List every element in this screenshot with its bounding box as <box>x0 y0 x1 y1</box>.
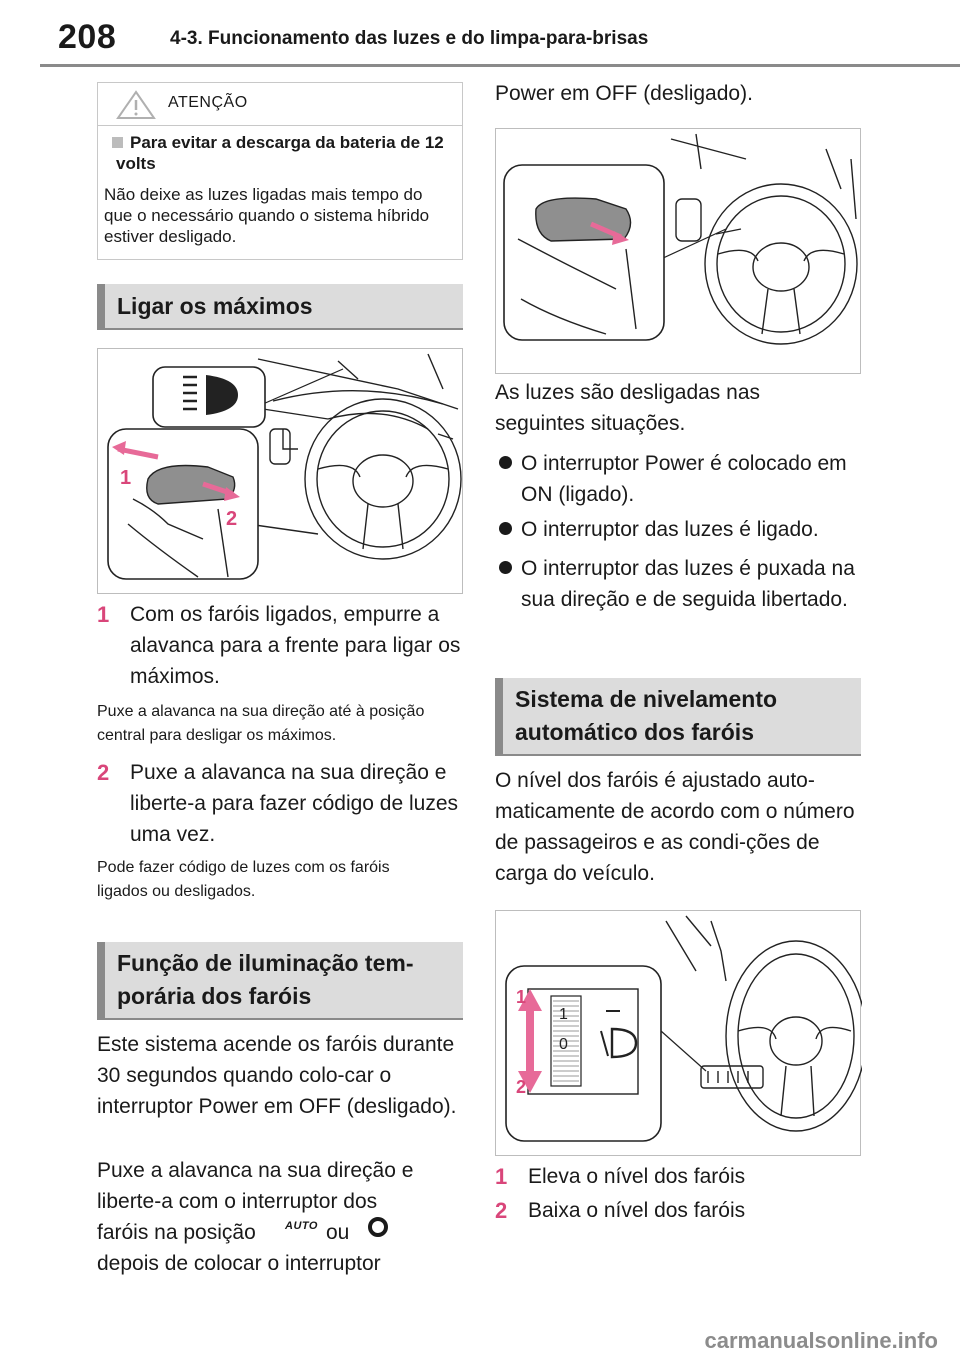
warning-label: ATENÇÃO <box>168 94 248 111</box>
auto-position-icon: AUTO <box>285 1220 318 1232</box>
heading-high-beams <box>97 284 463 330</box>
item-2-number: 2 <box>495 1198 508 1223</box>
heading-leveling <box>495 678 861 756</box>
step-2-text: Puxe a alavanca na sua direção e liberte-a para fazer código de luzes uma vez. <box>130 761 459 846</box>
dial-mark-1: 1 <box>559 1006 568 1023</box>
dial-mark-0: 0 <box>559 1036 568 1053</box>
heading-temp-lighting <box>97 942 463 1020</box>
item-1-number: 1 <box>495 1164 508 1189</box>
headlight-on-icon <box>366 1215 390 1239</box>
bullet-item-3-text: O interruptor das luzes é puxada na sua direção e de seguida libertado. <box>521 557 855 611</box>
figure-leveling-dial <box>495 910 861 1156</box>
warning-box <box>97 82 463 260</box>
figure-lever-pull <box>495 128 861 374</box>
heading-leveling-line2: automático dos faróis <box>515 719 754 745</box>
temp-lighting-paragraph-2-line-2: liberte-a com o interruptor dos <box>97 1190 378 1213</box>
bullet-dot <box>499 456 512 469</box>
heading-high-beams-text: Ligar os máximos <box>117 293 313 319</box>
lights-off-intro: As luzes são desligadas nas seguintes situações. <box>495 381 760 435</box>
heading-temp-lighting-line2: porária dos faróis <box>117 983 312 1009</box>
warning-header <box>98 83 462 126</box>
figure-label-down: 2 <box>516 1077 527 1097</box>
bullet-item-1 <box>499 448 859 510</box>
step-1-number: 1 <box>97 602 110 627</box>
header-rule <box>40 64 960 67</box>
temp-lighting-paragraph-1: Este sistema acende os faróis durante 30 segundos quando colo-car o interruptor Power em OFF (desligado). <box>97 1033 457 1118</box>
temp-lighting-paragraph-2-line-1: Puxe a alavanca na sua direção e <box>97 1159 414 1182</box>
temp-lighting-paragraph-2-line-3a: faróis na posição <box>97 1221 256 1244</box>
bullet-item-1-text: O interruptor Power é colocado em ON (ligado). <box>521 452 847 506</box>
high-beam-lever-illustration <box>98 349 464 595</box>
warning-body: Não deixe as luzes ligadas mais tempo do que o necessário quando o sistema híbrido estiver desligado. <box>104 185 430 246</box>
page-number: 208 <box>58 18 117 56</box>
warning-subtitle: Para evitar a descarga da bateria de 12 volts <box>116 133 444 173</box>
heading-temp-lighting-line1: Função de iluminação tem- <box>117 950 414 976</box>
item-2-text: Baixa o nível dos faróis <box>528 1199 746 1222</box>
continued-text: Power em OFF (desligado). <box>495 82 753 105</box>
bullet-item-2 <box>499 514 859 545</box>
lever-pull-illustration <box>496 129 862 375</box>
warning-triangle-icon <box>116 90 156 120</box>
bullet-item-2-text: O interruptor das luzes é ligado. <box>521 518 819 541</box>
watermark: carmanualsonline.info <box>704 1328 938 1353</box>
figure-high-beam-lever <box>97 348 463 594</box>
step-2-note: Pode fazer código de luzes com os faróis ligados ou desligados. <box>97 859 390 900</box>
step-1-note: Puxe a alavanca na sua direção até à posição central para desligar os máximos. <box>97 703 425 744</box>
figure-label-2: 2 <box>226 508 238 530</box>
step-1-text: Com os faróis ligados, empurre a alavanca para a frente para ligar os máximos. <box>130 603 461 688</box>
bullet-item-3 <box>499 553 859 615</box>
bullet-dot <box>499 522 512 535</box>
step-2-number: 2 <box>97 760 110 785</box>
figure-label-1: 1 <box>120 467 132 489</box>
temp-lighting-paragraph-2-line-3b: ou <box>326 1221 350 1244</box>
item-1-text: Eleva o nível dos faróis <box>528 1165 746 1188</box>
temp-lighting-paragraph-2-line-4: depois de colocar o interruptor <box>97 1252 381 1275</box>
heading-leveling-line1: Sistema de nivelamento <box>515 686 778 712</box>
bullet-dot <box>499 561 512 574</box>
leveling-paragraph: O nível dos faróis é ajustado auto-maticamente de acordo com o número de passageiros e as condi-ções de carga do veículo. <box>495 769 855 885</box>
leveling-dial-illustration <box>496 911 862 1157</box>
section-title: 4-3. Funcionamento das luzes e do limpa-para-brisas <box>170 28 649 49</box>
figure-label-up: 1 <box>516 987 527 1007</box>
